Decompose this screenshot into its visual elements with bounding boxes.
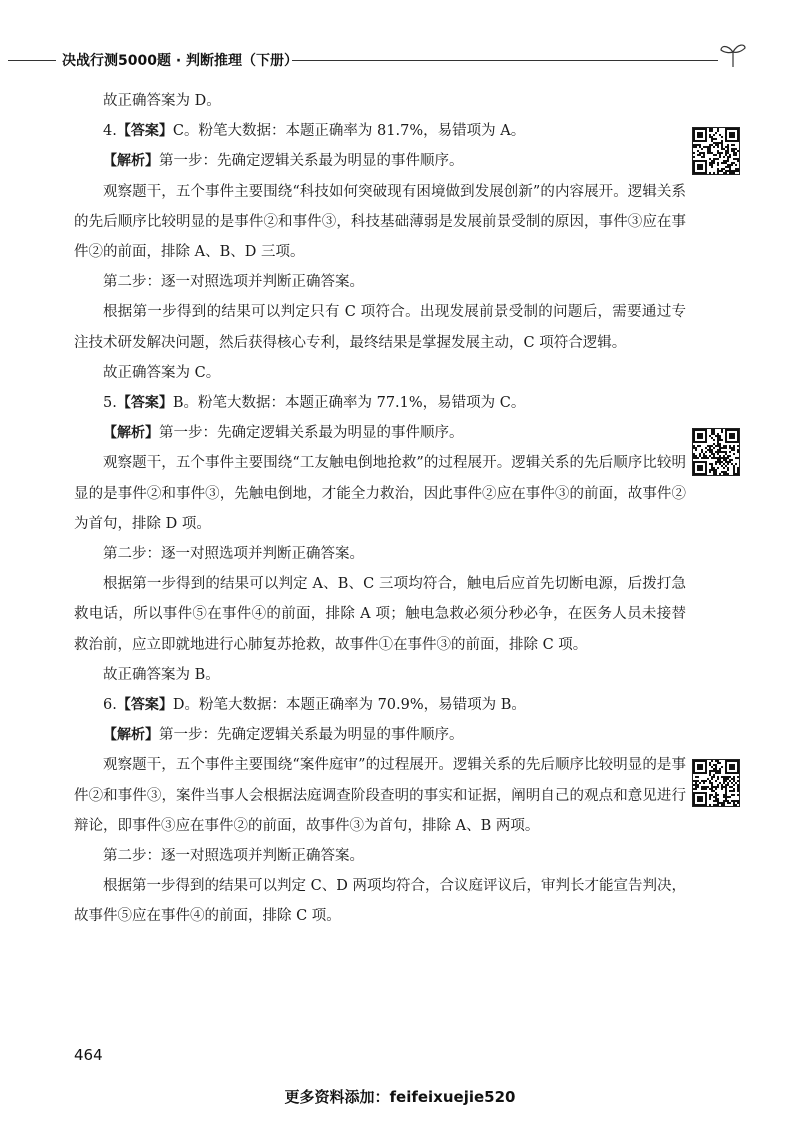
running-header — [0, 40, 800, 80]
analysis-step2-6: 第二步：逐一对照选项并判断正确答案。 — [103, 848, 364, 865]
book-title: 决战行测5000题 · 判断推理（下册） — [62, 53, 299, 69]
qr-code-icon[interactable] — [692, 759, 740, 807]
footer-note: 更多资料添加：feifeixuejie520 — [284, 1088, 516, 1106]
qr-code-icon[interactable] — [692, 428, 740, 476]
answer-text: C。粉笔大数据：本题正确率为 81.7%，易错项为 A。 — [172, 123, 526, 140]
analysis-paragraph-5b: 根据第一步得到的结果可以判定 A、B、C 三项均符合，触电后应首先切断电源，后拨打急救电话，所以事件⑤在事件④的前面，排除 A 项；触电急救必须分秒必争，在医务人员未接替救治前，应立即就地进行心肺复苏抢救，故事件①在事件③的前面，排除 C 项。 — [74, 576, 686, 653]
answer-tag: 【答案】 — [116, 395, 173, 412]
answer-line-6 — [74, 690, 686, 720]
answer-tag: 【答案】 — [116, 697, 173, 714]
analysis-paragraph-4a: 观察题干，五个事件主要围绕“科技如何突破现有困境做到发展创新”的内容展开。逻辑关系的先后顺序比较明显的是事件②和事件③，科技基础薄弱是发展前景受制的原因，事件③应在事件②的前面，排除 A、B、D 三项。 — [74, 183, 686, 261]
previous-conclusion: 故正确答案为 D。 — [103, 93, 221, 109]
page-number: 464 — [74, 1046, 103, 1064]
question-number: 6. — [103, 697, 117, 714]
analysis-step2-4: 第二步：逐一对照选项并判断正确答案。 — [103, 274, 364, 291]
analysis-paragraph-6b: 根据第一步得到的结果可以判定 C、D 两项均符合，合议庭评议后，审判长才能宣告判决，故事件⑤应在事件④的前面，排除 C 项。 — [74, 878, 686, 925]
answer-line-4 — [74, 116, 686, 146]
analysis-step1-5 — [74, 418, 686, 448]
header-rule-left — [8, 60, 56, 61]
conclusion-5: 故正确答案为 B。 — [103, 666, 220, 683]
answer-line-5 — [74, 388, 686, 418]
analysis-step2-5: 第二步：逐一对照选项并判断正确答案。 — [103, 546, 364, 563]
analysis-tag: 【解析】 — [103, 727, 159, 744]
question-number: 4. — [103, 123, 117, 140]
analysis-paragraph-6a: 观察题干，五个事件主要围绕“案件庭审”的过程展开。逻辑关系的先后顺序比较明显的是事件②和事件③，案件当事人会根据法庭调查阶段查明的事实和证据，阐明自己的观点和意见进行辩论，即事件③应在事件②的前面，故事件③为首句，排除 A、B 两项。 — [74, 757, 686, 834]
page-body — [74, 86, 686, 932]
analysis-paragraph-4b: 根据第一步得到的结果可以判定只有 C 项符合。出现发展前景受制的问题后，需要通过专注技术研发解决问题，然后获得核心专利，最终结果是掌握发展主动，C 项符合逻辑。 — [74, 304, 686, 351]
step1-text: 第一步：先确定逻辑关系最为明显的事件顺序。 — [159, 727, 464, 744]
step1-text: 第一步：先确定逻辑关系最为明显的事件顺序。 — [159, 425, 464, 442]
analysis-step1-4 — [74, 146, 686, 176]
answer-text: B。粉笔大数据：本题正确率为 77.1%，易错项为 C。 — [172, 395, 526, 412]
analysis-tag: 【解析】 — [103, 153, 159, 170]
qr-code-icon[interactable] — [692, 127, 740, 175]
analysis-step1-6 — [74, 720, 686, 750]
analysis-tag: 【解析】 — [103, 425, 159, 442]
answer-tag: 【答案】 — [116, 123, 173, 140]
analysis-paragraph-5a: 观察题干，五个事件主要围绕“工友触电倒地抢救”的过程展开。逻辑关系的先后顺序比较明显的是事件②和事件③，先触电倒地，才能全力救治，因此事件②应在事件③的前面，故事件②为首句，排除 D 项。 — [74, 455, 686, 532]
header-rule-right — [292, 60, 718, 61]
answer-text: D。粉笔大数据：本题正确率为 70.9%，易错项为 B。 — [172, 697, 526, 714]
question-number: 5. — [103, 395, 117, 412]
step1-text: 第一步：先确定逻辑关系最为明显的事件顺序。 — [159, 153, 464, 170]
conclusion-4: 故正确答案为 C。 — [103, 364, 221, 381]
sprout-icon — [718, 40, 748, 68]
